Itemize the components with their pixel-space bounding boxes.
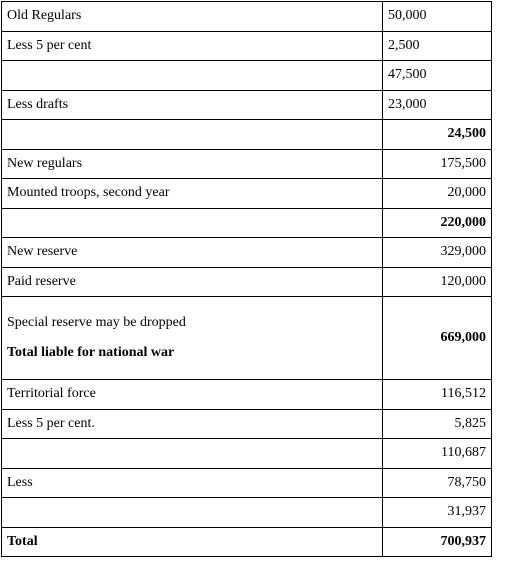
table-row (2, 380, 492, 410)
table-row (2, 90, 492, 120)
row-label (2, 120, 383, 150)
row-value: 116,512 (383, 380, 492, 410)
table-row (2, 208, 492, 238)
subtotal-value: 669,000 (383, 297, 492, 380)
table-row (2, 267, 492, 297)
subtotal-value: 220,000 (383, 208, 492, 238)
table-row (2, 439, 492, 469)
row-label: Mounted troops, second year (2, 179, 383, 209)
row-value: 20,000 (383, 179, 492, 209)
table-row (2, 149, 492, 179)
table-row (2, 179, 492, 209)
row-label (2, 498, 383, 528)
row-value: 50,000 (383, 2, 492, 32)
row-value: 120,000 (383, 267, 492, 297)
row-label: Old Regulars (2, 2, 383, 32)
row-label-group (2, 297, 383, 380)
row-label: Less 5 per cent. (2, 409, 383, 439)
table-row (2, 120, 492, 150)
troop-strength-table (1, 1, 492, 557)
row-label: Less (2, 468, 383, 498)
row-label: Less 5 per cent (2, 31, 383, 61)
total-value: 700,937 (383, 527, 492, 557)
table-row (2, 31, 492, 61)
table-row (2, 61, 492, 91)
row-value: 110,687 (383, 439, 492, 469)
row-value: 31,937 (383, 498, 492, 528)
row-value: 2,500 (383, 31, 492, 61)
row-label: Territorial force (2, 380, 383, 410)
row-label (2, 61, 383, 91)
table-row (2, 2, 492, 32)
total-label: Total (2, 527, 383, 557)
table-row (2, 409, 492, 439)
row-value: 23,000 (383, 90, 492, 120)
row-value: 329,000 (383, 238, 492, 268)
row-label (2, 208, 383, 238)
row-value: 78,750 (383, 468, 492, 498)
table-row (2, 238, 492, 268)
row-value: 5,825 (383, 409, 492, 439)
row-value: 47,500 (383, 61, 492, 91)
table-row (2, 527, 492, 557)
row-label-total-liable: Total liable for national war (7, 345, 175, 360)
table-row (2, 498, 492, 528)
row-label: Paid reserve (2, 267, 383, 297)
row-value: 175,500 (383, 149, 492, 179)
table-row (2, 297, 492, 380)
subtotal-value: 24,500 (383, 120, 492, 150)
row-label-note: Special reserve may be dropped (7, 315, 186, 330)
row-label: New regulars (2, 149, 383, 179)
row-label: New reserve (2, 238, 383, 268)
row-label (2, 439, 383, 469)
row-label: Less drafts (2, 90, 383, 120)
table-row (2, 468, 492, 498)
